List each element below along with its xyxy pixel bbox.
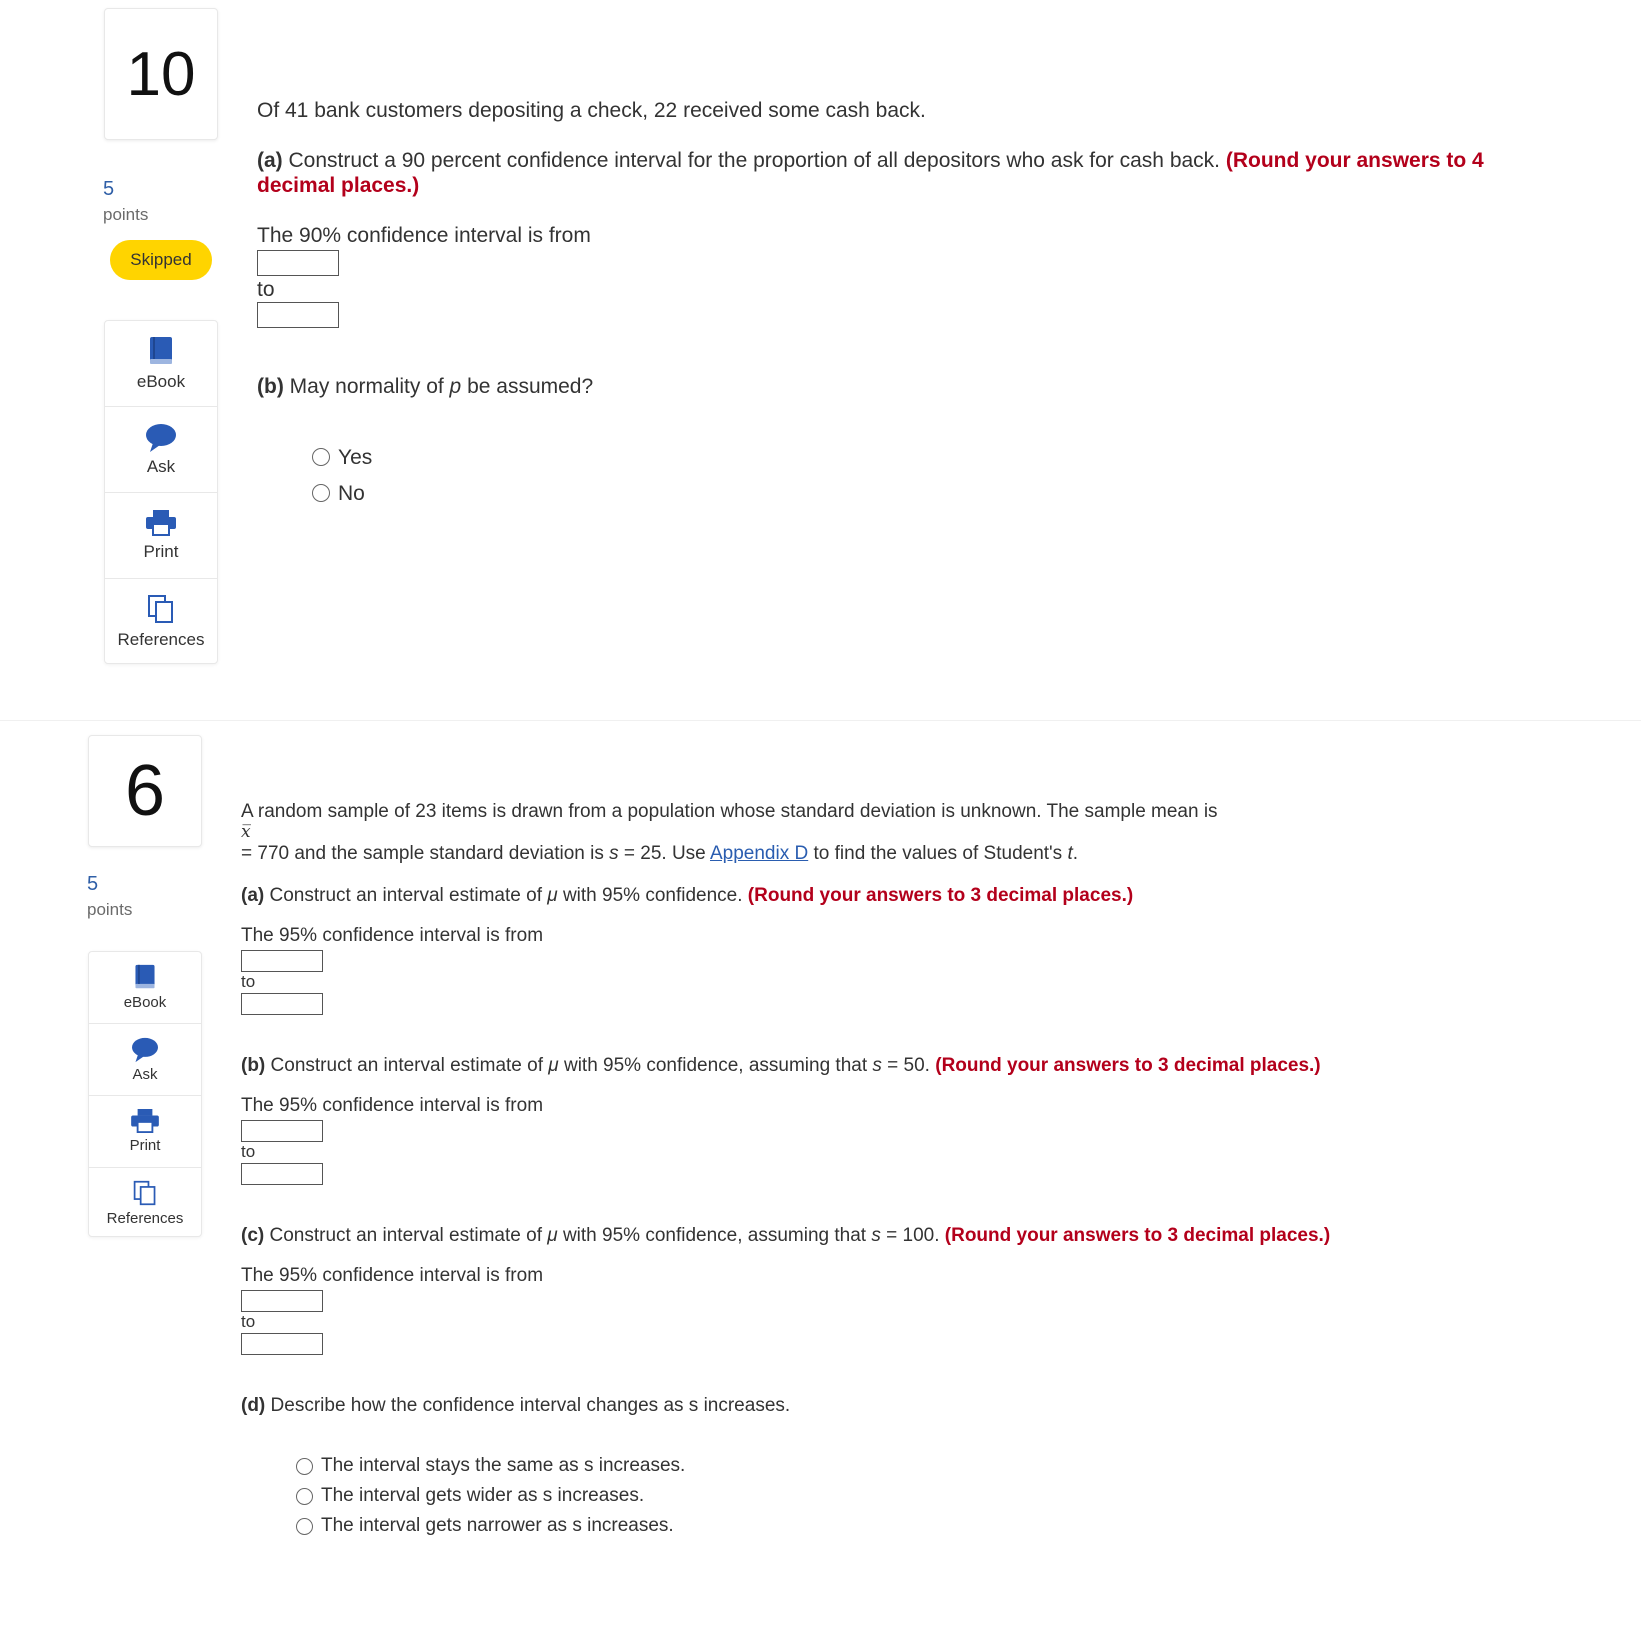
part-b-text-before: May normality of: [283, 374, 450, 398]
part-d-tag: (d): [241, 1394, 266, 1416]
part-a-instruction: (Round your answers to 3 decimal places.): [747, 884, 1134, 906]
stem-text: = 770 and the sample standard deviation is: [241, 842, 610, 864]
s-symbol: s: [609, 842, 619, 864]
part-a-interval-label: The 90% confidence interval is from: [257, 223, 591, 247]
part-b-to-label: to: [241, 1142, 256, 1162]
ebook-button[interactable]: [89, 952, 201, 1024]
part-a-to-label: to: [241, 972, 256, 992]
part-a-instruction: (Round your answers to 4 decimal places.): [257, 149, 1484, 198]
part-a-to-label: to: [257, 277, 275, 301]
part-c-lower-input[interactable]: [241, 1290, 323, 1312]
option-label: No: [338, 481, 365, 505]
part-a-upper-input[interactable]: [257, 302, 339, 328]
radio-button[interactable]: [312, 448, 330, 466]
option-label: The interval stays the same as s increases.: [321, 1454, 686, 1476]
part-d-options: [296, 1451, 1621, 1541]
option-label: The interval gets narrower as s increases.: [321, 1514, 674, 1536]
t-symbol: t: [1067, 842, 1073, 864]
s-symbol: s: [872, 1054, 882, 1076]
references-button[interactable]: [105, 579, 217, 664]
part-a-lower-input[interactable]: [241, 950, 323, 972]
points-value: 5: [103, 178, 115, 200]
book-icon: [133, 964, 157, 990]
question-10: [0, 0, 1641, 720]
p-symbol: p: [449, 374, 462, 398]
part-b-text: = 50.: [881, 1054, 936, 1076]
part-b-text: with 95% confidence, assuming that: [558, 1054, 873, 1076]
references-label: References: [117, 629, 205, 649]
points-label: points: [103, 205, 149, 224]
print-button[interactable]: [89, 1096, 201, 1168]
part-a-tag: (a): [241, 884, 265, 906]
part-b-instruction: (Round your answers to 3 decimal places.): [935, 1054, 1321, 1076]
part-a-upper-input[interactable]: [241, 993, 323, 1015]
question-number: 6: [88, 735, 202, 847]
points-value: 5: [87, 873, 99, 895]
part-b-prompt: [241, 1055, 1621, 1078]
option-no[interactable]: [312, 475, 1557, 511]
part-b-upper-input[interactable]: [241, 1163, 323, 1185]
question-6: [0, 720, 1641, 1630]
option-stays-same[interactable]: [296, 1451, 1621, 1481]
ask-label: Ask: [146, 456, 176, 476]
references-icon: [147, 594, 175, 624]
ask-button[interactable]: [89, 1024, 201, 1096]
option-yes[interactable]: [312, 439, 1557, 475]
points-label: points: [87, 900, 133, 919]
part-c-prompt: [241, 1225, 1621, 1248]
part-b-text: Construct an interval estimate of: [265, 1054, 549, 1076]
part-c-to-label: to: [241, 1312, 256, 1332]
mu-symbol: μ: [548, 1054, 559, 1076]
radio-button[interactable]: [312, 484, 330, 502]
question-content: [257, 98, 1557, 511]
book-icon: [148, 336, 174, 366]
chat-bubble-icon: [145, 423, 177, 453]
ebook-button[interactable]: [105, 321, 217, 407]
s-symbol: s: [871, 1224, 881, 1246]
print-label: Print: [143, 541, 179, 561]
ebook-label: eBook: [123, 994, 167, 1011]
part-a-tag: (a): [257, 149, 283, 173]
option-gets-narrower[interactable]: [296, 1511, 1621, 1541]
part-b-prompt: [257, 374, 1557, 399]
option-gets-wider[interactable]: [296, 1481, 1621, 1511]
part-c-text: with 95% confidence, assuming that: [557, 1224, 872, 1246]
ask-label: Ask: [132, 1065, 158, 1083]
part-d-prompt: [241, 1395, 1621, 1418]
question-content: [241, 801, 1621, 1541]
radio-button[interactable]: [296, 1518, 313, 1535]
part-c-text: = 100.: [880, 1224, 945, 1246]
appendix-d-link[interactable]: Appendix D: [709, 842, 809, 864]
references-label: References: [106, 1210, 184, 1227]
radio-button[interactable]: [296, 1488, 313, 1505]
printer-icon: [145, 510, 177, 536]
stem-text: = 25. Use: [618, 842, 710, 864]
part-a-prompt: [241, 885, 1621, 908]
stem-text: to find the values of Student's: [808, 842, 1068, 864]
ask-button[interactable]: [105, 407, 217, 493]
part-a-text: Construct an interval estimate of: [264, 884, 548, 906]
tool-panel: [104, 320, 218, 664]
question-stem: Of 41 bank customers depositing a check, 22 received some cash back.: [257, 99, 926, 122]
print-label: Print: [129, 1137, 161, 1154]
part-c-instruction: (Round your answers to 3 decimal places.): [944, 1224, 1331, 1246]
xbar-symbol: x̅: [241, 821, 251, 842]
part-a-lower-input[interactable]: [257, 250, 339, 276]
part-d-text: Describe how the confidence interval changes as s increases.: [265, 1394, 791, 1416]
part-c-tag: (c): [241, 1224, 265, 1246]
question-stem-line2: [241, 843, 1621, 866]
option-label: Yes: [338, 445, 373, 469]
status-badge: Skipped: [110, 240, 212, 280]
tool-panel: [88, 951, 202, 1237]
question-number: 10: [104, 8, 218, 140]
part-a-prompt: [257, 148, 1557, 198]
chat-bubble-icon: [130, 1037, 160, 1063]
part-c-text: Construct an interval estimate of: [264, 1224, 548, 1246]
part-b-options: [312, 439, 1557, 511]
part-b-interval-label: The 95% confidence interval is from: [241, 1095, 544, 1117]
references-button[interactable]: [89, 1168, 201, 1239]
part-a-interval-label: The 95% confidence interval is from: [241, 925, 544, 947]
references-icon: [132, 1180, 158, 1206]
option-label: The interval gets wider as s increases.: [321, 1484, 645, 1506]
part-b-tag: (b): [241, 1054, 266, 1076]
part-b-tag: (b): [257, 374, 284, 398]
question-stem-line1: A random sample of 23 items is drawn from a population whose standard deviation is unknown. The sample mean is: [241, 801, 1218, 822]
part-c-interval-label: The 95% confidence interval is from: [241, 1265, 544, 1287]
print-button[interactable]: [105, 493, 217, 579]
mu-symbol: μ: [547, 1224, 558, 1246]
part-b-text-after: be assumed?: [461, 374, 594, 398]
part-c-upper-input[interactable]: [241, 1333, 323, 1355]
part-a-text: Construct a 90 percent confidence interval for the proportion of all depositors who ask for cash back.: [282, 149, 1226, 173]
mu-symbol: μ: [547, 884, 558, 906]
ebook-label: eBook: [136, 371, 186, 391]
printer-icon: [130, 1109, 160, 1133]
radio-button[interactable]: [296, 1458, 313, 1475]
stem-text: .: [1072, 842, 1079, 864]
part-b-lower-input[interactable]: [241, 1120, 323, 1142]
part-a-text: with 95% confidence.: [557, 884, 748, 906]
